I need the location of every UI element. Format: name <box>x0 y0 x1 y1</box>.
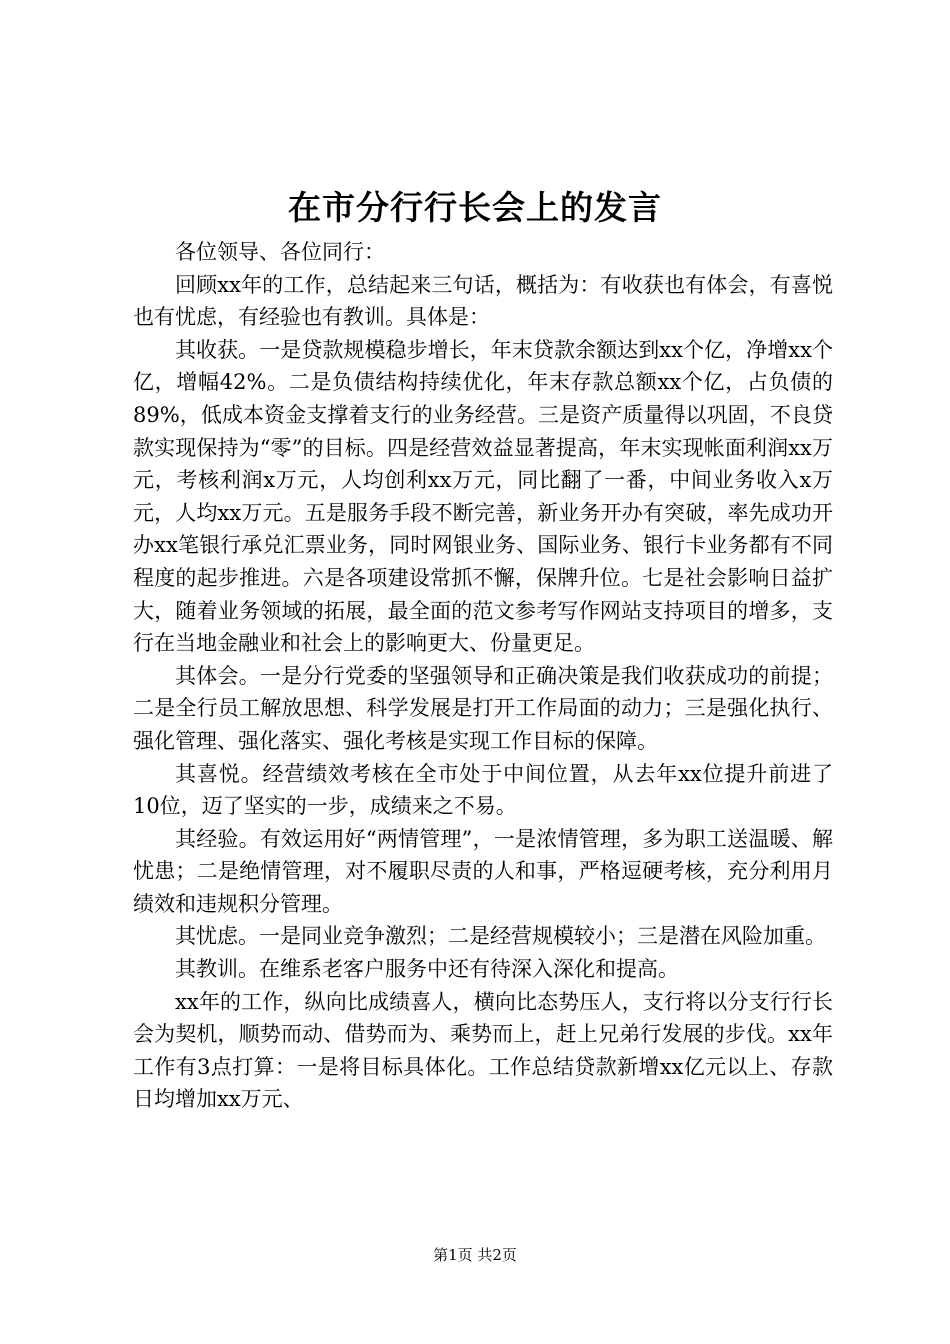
lessons-paragraph: 其教训。在维系老客户服务中还有待深入深化和提高。 <box>175 957 679 982</box>
plans-paragraph: xx年的工作，纵向比成绩喜人，横向比态势压人，支行将以分支行行长会为契机，顺势而动、借势而为、乘势而上，赶上兄弟行发展的步伐。xx年工作有3点打算：一是将目标具体化。工作总结贷款新增xx亿元以上、存款日均增加xx万元、 <box>133 989 833 1112</box>
gains-paragraph: 其收获。一是贷款规模稳步增长，年末贷款余额达到xx个亿，净增xx个亿，增幅42%。二是负债结构持续优化，年末存款总额xx个亿，占负债的89%，低成本资金支撑着支行的业务经营。三是资产质量得以巩固，不良贷款实现保持为“零”的目标。四是经营效益显著提高，年末实现帐面利润xx万元，考核利润x万元，人均创利xx万元，同比翻了一番，中间业务收入x万元，人均xx万元。五是服务手段不断完善，新业务开办有突破，率先成功开办xx笔银行承兑汇票业务，同时网银业务、国际业务、银行卡业务都有不同程度的起步推进。六是各项建设常抓不懈，保牌升位。七是社会影响日益扩大，随着业务领域的拓展，最全面的范文参考写作网站支持项目的增多，支行在当地金融业和社会上的影响更大、份量更足。 <box>133 337 833 656</box>
salutation-paragraph: 各位领导、各位同行： <box>175 240 385 264</box>
overview-paragraph: 回顾xx年的工作，总结起来三句话，概括为：有收获也有体会，有喜悦也有忧虑，有经验也有教训。具体是： <box>133 272 833 330</box>
page-title: 在市分行行长会上的发言 <box>288 188 662 227</box>
document-body <box>133 236 833 1116</box>
concerns-paragraph: 其忧虑。一是同业竞争激烈；二是经营规模较小；三是潜在风险加重。 <box>175 924 826 949</box>
insights-paragraph: 其体会。一是分行党委的坚强领导和正确决策是我们收获成功的前提；二是全行员工解放思想、科学发展是打开工作局面的动力；三是强化执行、强化管理、强化落实、强化考核是实现工作目标的保障。 <box>133 663 833 753</box>
page-footer: 第1页 共2页 <box>433 1246 517 1264</box>
experience-paragraph: 其经验。有效运用好“两情管理”，一是浓情管理，多为职工送温暖、解忧患；二是绝情管理，对不履职尽责的人和事，严格逗硬考核，充分利用月绩效和违规积分管理。 <box>133 826 833 916</box>
joys-paragraph: 其喜悦。经营绩效考核在全市处于中间位置，从去年xx位提升前进了10位，迈了坚实的一步，成绩来之不易。 <box>133 761 833 819</box>
